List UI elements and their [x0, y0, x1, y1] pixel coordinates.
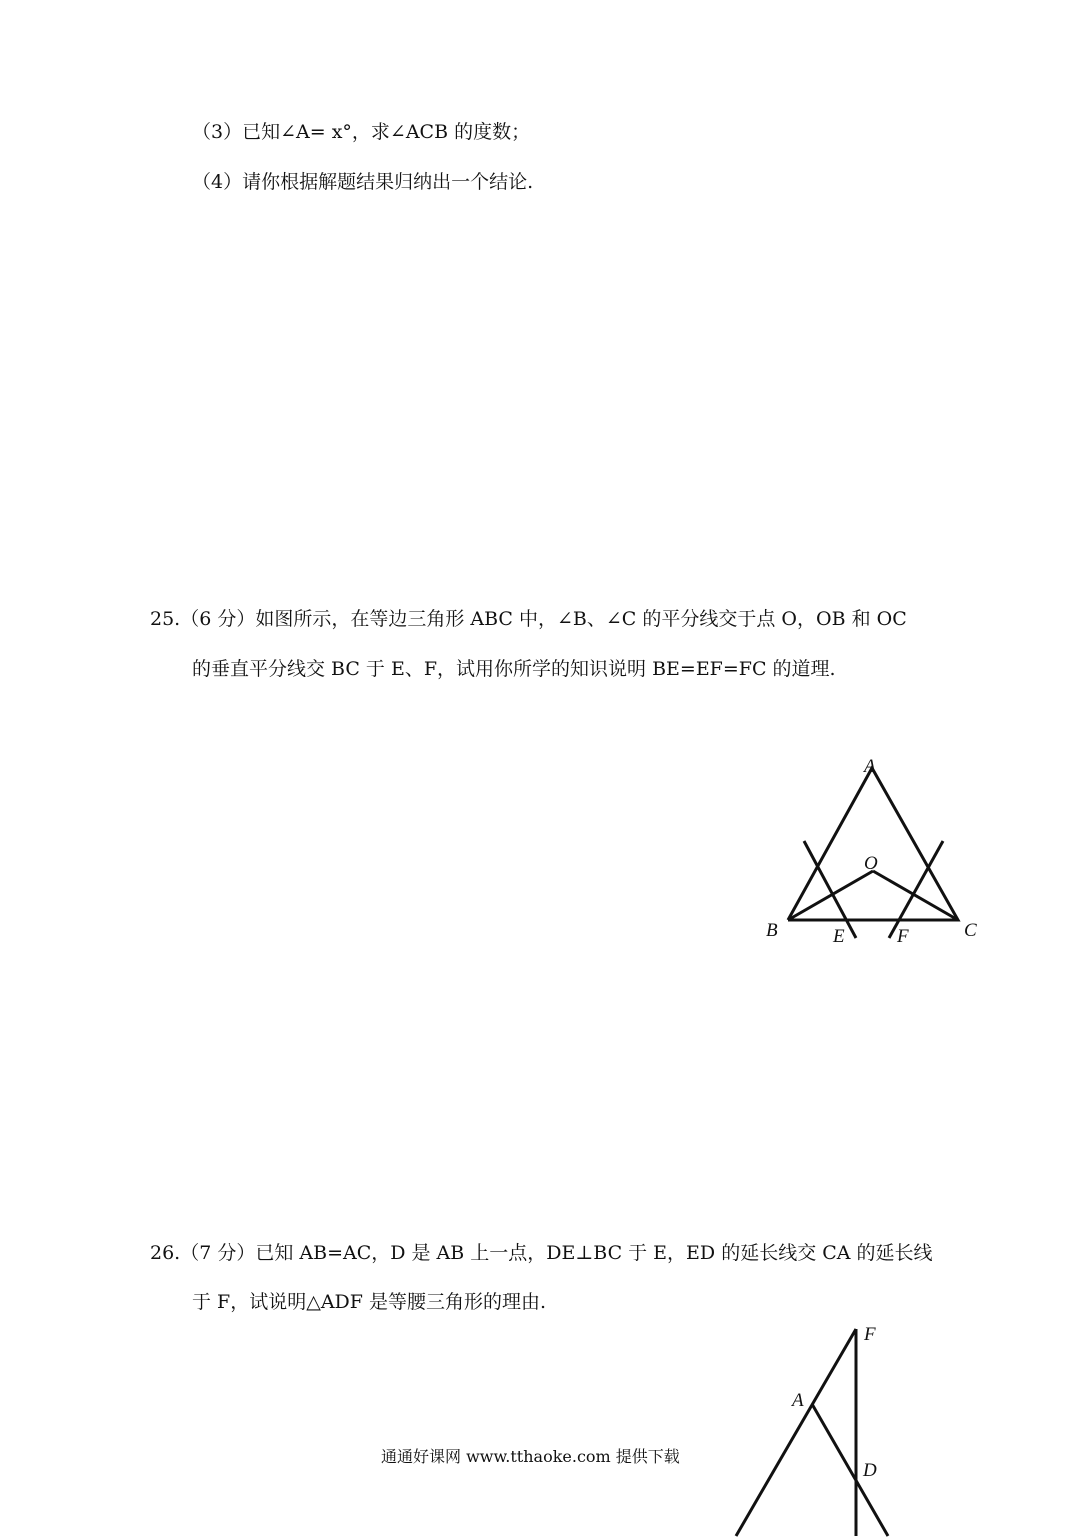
q25-perp-bisector-ob: [804, 841, 856, 938]
q25-label-f: F: [897, 926, 909, 947]
q25-line2: 的垂直平分线交 BC 于 E、F，试用你所学的知识说明 BE=EF=FC 的道理.: [192, 658, 836, 680]
q25-perp-bisector-oc: [889, 841, 943, 938]
q26-label-d: D: [863, 1460, 877, 1481]
q26-label-f: F: [864, 1324, 876, 1345]
q25-label-a: A: [864, 756, 876, 777]
q24-part4: （4）请你根据解题结果归纳出一个结论.: [192, 171, 534, 193]
q25-label-b: B: [766, 920, 778, 941]
footer-source: 通通好课网 www.tthaoke.com 提供下载: [381, 1447, 680, 1466]
q26-label-a: A: [792, 1390, 804, 1411]
q26-figure: [720, 1320, 920, 1540]
q25-label-c: C: [964, 920, 977, 941]
q25-label-e: E: [833, 926, 845, 947]
q26-line1: 26.（7 分）已知 AB=AC，D 是 AB 上一点，DE⊥BC 于 E，ED 的延长线交 CA 的延长线: [150, 1242, 933, 1264]
q25-line1: 25.（6 分）如图所示，在等边三角形 ABC 中，∠B、∠C 的平分线交于点 O，OB 和 OC: [150, 608, 907, 630]
q25-figure: [750, 750, 1010, 960]
q26-line-cf: [736, 1329, 856, 1536]
q25-label-o: O: [864, 853, 878, 874]
q24-part3: （3）已知∠A= x°，求∠ACB 的度数；: [192, 121, 531, 143]
q26-line2: 于 F，试说明△ADF 是等腰三角形的理由.: [192, 1291, 547, 1313]
q25-triangle-abc: [788, 768, 958, 920]
